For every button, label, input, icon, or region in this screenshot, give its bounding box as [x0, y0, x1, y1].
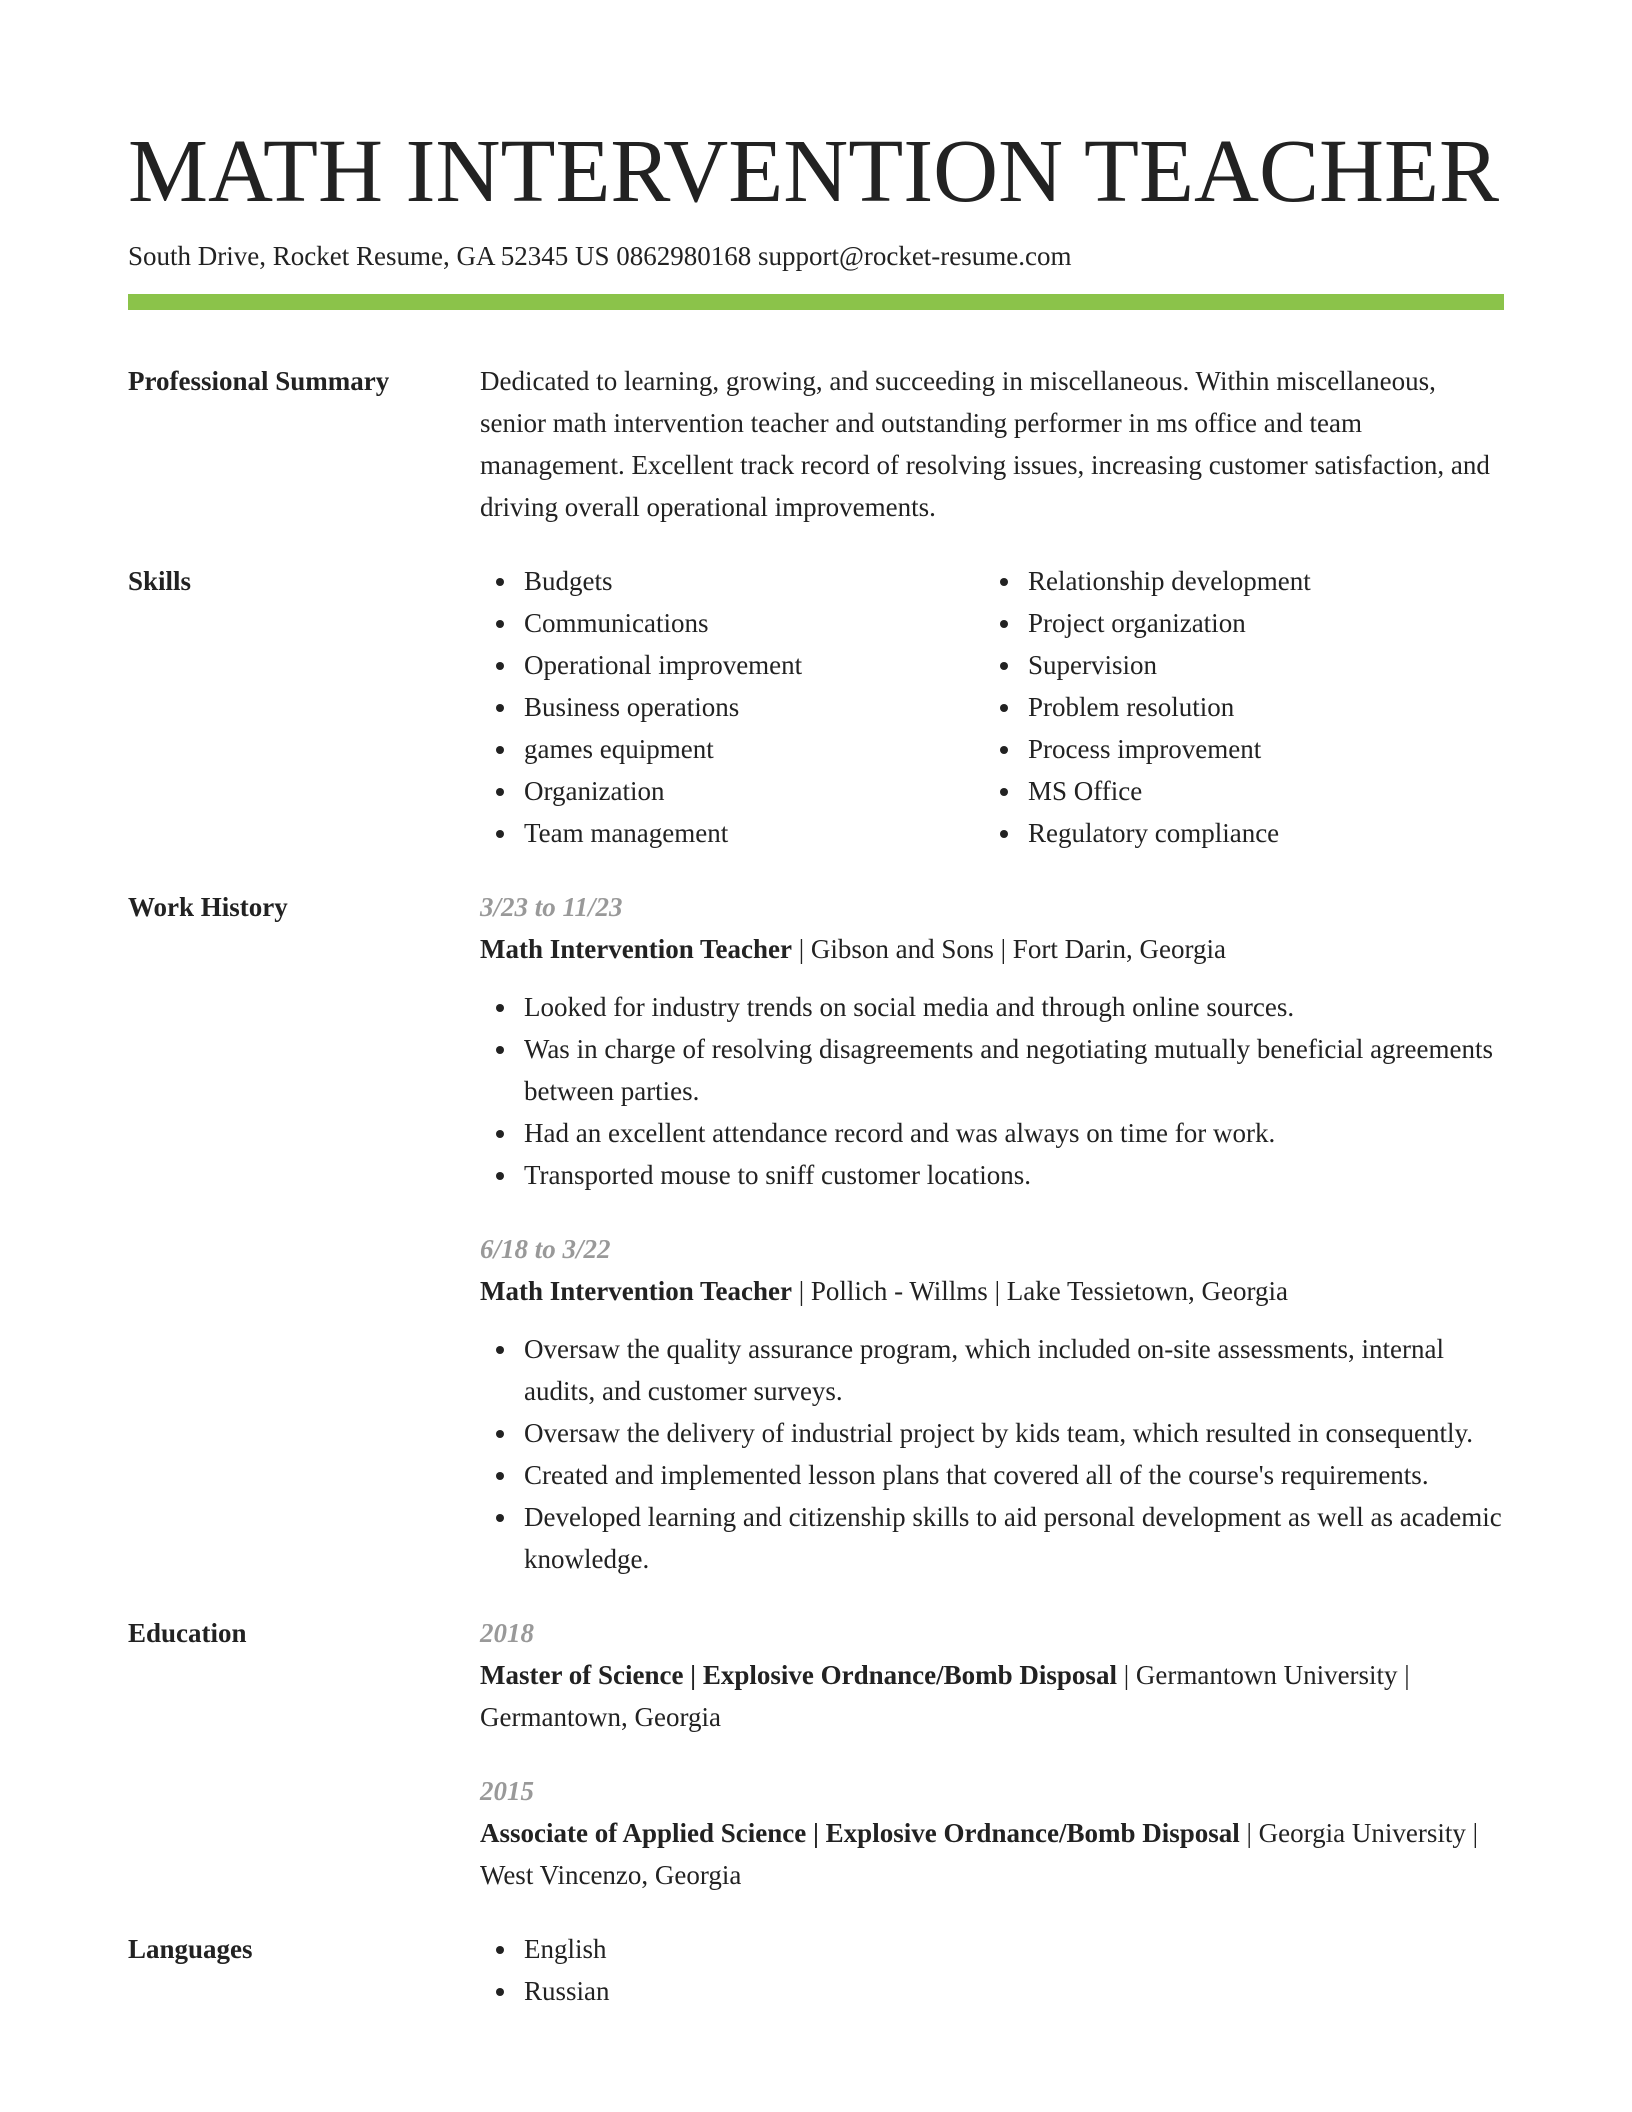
job-dates: 6/18 to 3/22 — [480, 1234, 611, 1264]
education-heading — [480, 1654, 1504, 1738]
bullet-icon — [496, 1130, 504, 1138]
candidate-name: MATH INTERVENTION TEACHER — [128, 122, 1500, 221]
bullet-icon — [1000, 662, 1008, 670]
bullet-icon — [1000, 746, 1008, 754]
skills-column-left — [480, 560, 984, 854]
education-entry — [480, 1612, 1504, 1738]
languages-list — [480, 1928, 1504, 2012]
bullet-icon — [496, 1946, 504, 1954]
job-duty: Oversaw the quality assurance program, which included on-site assessments, internal audits, and customer surveys. — [480, 1328, 1504, 1412]
skill-item: Relationship development — [984, 560, 1488, 602]
skill-item: Process improvement — [984, 728, 1488, 770]
bullet-icon — [496, 1346, 504, 1354]
skill-item: Budgets — [480, 560, 984, 602]
professional-summary-section — [128, 360, 1504, 528]
job-duty: Was in charge of resolving disagreements and negotiating mutually beneficial agreements between parties. — [480, 1028, 1504, 1112]
education-body — [480, 1612, 1504, 1896]
job-entry — [480, 886, 1504, 1196]
section-label-work-history: Work History — [128, 892, 288, 922]
bullet-icon — [496, 1472, 504, 1480]
skills-section — [128, 560, 1504, 854]
summary-text: Dedicated to learning, growing, and succeeding in miscellaneous. Within miscellaneous, senior math intervention teacher and outstanding performer in ms office and team management. Excellent track record of resolving issues, increasing customer satisfaction, and driving overall operational improvements. — [480, 366, 1490, 522]
skill-item: Communications — [480, 602, 984, 644]
bullet-icon — [496, 578, 504, 586]
bullet-icon — [496, 1172, 504, 1180]
languages-body — [480, 1928, 1504, 2012]
section-label-summary: Professional Summary — [128, 366, 390, 396]
bullet-icon — [1000, 620, 1008, 628]
skill-item: Team management — [480, 812, 984, 854]
bullet-icon — [496, 830, 504, 838]
bullet-icon — [496, 1046, 504, 1054]
skill-item: MS Office — [984, 770, 1488, 812]
bullet-icon — [1000, 704, 1008, 712]
contact-line: South Drive, Rocket Resume, GA 52345 US 0862980168 support@rocket-resume.com — [128, 241, 1072, 271]
bullet-icon — [1000, 578, 1008, 586]
skills-list-left — [480, 560, 984, 854]
work-history-body — [480, 886, 1504, 1580]
job-title: Math Intervention Teacher — [480, 1276, 792, 1306]
bullet-icon — [496, 1988, 504, 1996]
school-location: | Germantown University | Germantown, Georgia — [480, 1660, 1410, 1732]
skill-item: games equipment — [480, 728, 984, 770]
job-employer-location: | Pollich - Willms | Lake Tessietown, Georgia — [791, 1276, 1289, 1306]
job-entry — [480, 1228, 1504, 1580]
education-entry — [480, 1770, 1504, 1896]
job-duties-list — [480, 986, 1504, 1196]
job-duty: Transported mouse to sniff customer locations. — [480, 1154, 1504, 1196]
section-label-skills: Skills — [128, 566, 192, 596]
job-heading — [480, 928, 1504, 970]
degree-name: Associate of Applied Science | Explosive Ordnance/Bomb Disposal — [480, 1818, 1240, 1848]
section-label-education: Education — [128, 1618, 247, 1648]
degree-name: Master of Science | Explosive Ordnance/Bomb Disposal — [480, 1660, 1117, 1690]
job-dates: 3/23 to 11/23 — [480, 892, 623, 922]
languages-section — [128, 1928, 1504, 2012]
skill-item: Project organization — [984, 602, 1488, 644]
skill-item: Business operations — [480, 686, 984, 728]
bullet-icon — [496, 1004, 504, 1012]
bullet-icon — [496, 788, 504, 796]
school-location: | Georgia University | West Vincenzo, Georgia — [480, 1818, 1479, 1890]
job-employer-location: | Gibson and Sons | Fort Darin, Georgia — [791, 934, 1227, 964]
bullet-icon — [1000, 830, 1008, 838]
bullet-icon — [496, 704, 504, 712]
bullet-icon — [496, 746, 504, 754]
bullet-icon — [496, 662, 504, 670]
skills-list-right — [984, 560, 1488, 854]
skill-item: Regulatory compliance — [984, 812, 1488, 854]
job-duty: Created and implemented lesson plans that covered all of the course's requirements. — [480, 1454, 1504, 1496]
skills-column-right — [984, 560, 1488, 854]
section-label-languages: Languages — [128, 1934, 253, 1964]
skill-item: Problem resolution — [984, 686, 1488, 728]
job-duty: Had an excellent attendance record and was always on time for work. — [480, 1112, 1504, 1154]
job-duty: Developed learning and citizenship skills to aid personal development as well as academic knowledge. — [480, 1496, 1504, 1580]
language-item: Russian — [480, 1970, 1504, 2012]
work-history-section — [128, 886, 1504, 1580]
language-item: English — [480, 1928, 1504, 1970]
bullet-icon — [1000, 788, 1008, 796]
job-title: Math Intervention Teacher — [480, 934, 792, 964]
job-duty: Looked for industry trends on social media and through online sources. — [480, 986, 1504, 1028]
resume-page — [128, 120, 1504, 2012]
bullet-icon — [496, 1514, 504, 1522]
education-year: 2015 — [480, 1776, 534, 1806]
bullet-icon — [496, 1430, 504, 1438]
education-heading — [480, 1812, 1504, 1896]
education-year: 2018 — [480, 1618, 534, 1648]
skill-item: Organization — [480, 770, 984, 812]
job-heading — [480, 1270, 1504, 1312]
bullet-icon — [496, 620, 504, 628]
job-duties-list — [480, 1328, 1504, 1580]
education-section — [128, 1612, 1504, 1896]
skills-body — [480, 560, 1504, 854]
header-divider — [128, 294, 1504, 310]
skill-item: Operational improvement — [480, 644, 984, 686]
skill-item: Supervision — [984, 644, 1488, 686]
job-duty: Oversaw the delivery of industrial project by kids team, which resulted in consequently. — [480, 1412, 1504, 1454]
